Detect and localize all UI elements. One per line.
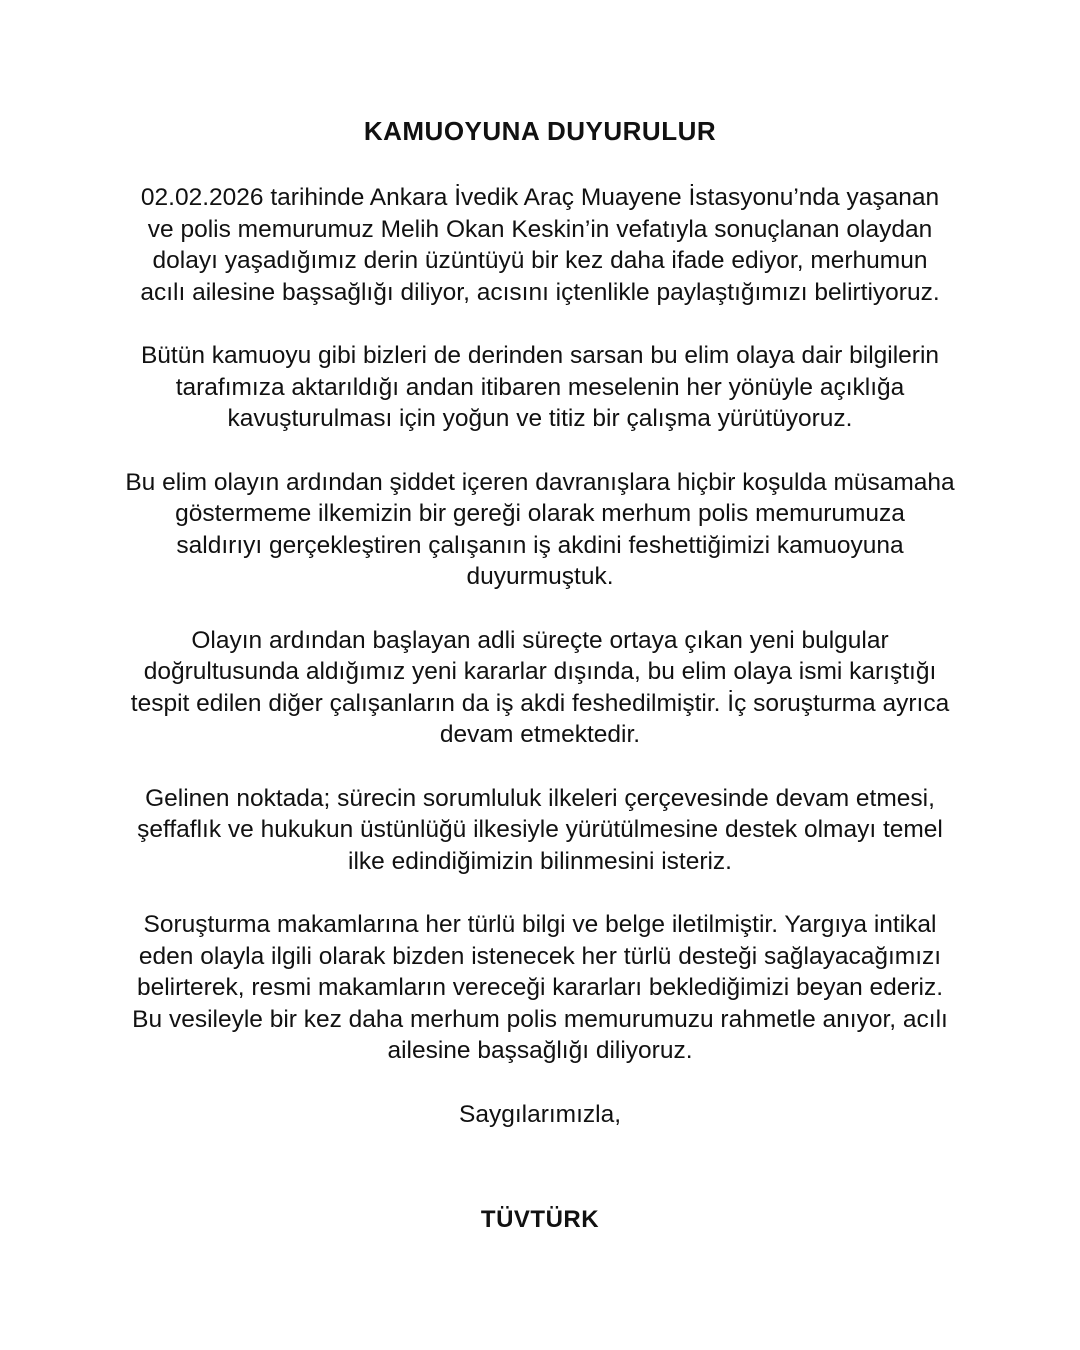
paragraph-line: şeffaflık ve hukukun üstünlüğü ilkesiyle yürütülmesine destek olmayı temel	[137, 816, 943, 843]
paragraph-line: tarafımıza aktarıldığı andan itibaren meselenin her yönüyle açıklığa	[175, 373, 905, 401]
paragraph-5	[50, 783, 1030, 878]
paragraph-line: devam etmektedir.	[439, 721, 641, 748]
signature-company: TÜVTÜRK	[480, 1206, 600, 1233]
paragraph-2	[50, 340, 1030, 435]
paragraph-line: Olayın ardından başlayan adli süreçte ortaya çıkan yeni bulgular	[191, 626, 889, 654]
paragraph-line: ailesine başsağlığı diliyoruz.	[387, 1037, 693, 1064]
paragraph-line: acılı ailesine başsağlığı diliyor, acısını içtenlikle paylaştığımızı belirtiyoruz.	[140, 278, 940, 306]
paragraph-line: doğrultusunda aldığımız yeni kararlar dışında, bu elim olaya ismi karıştığı	[143, 658, 937, 685]
paragraph-4	[50, 625, 1030, 751]
document-title: KAMUOYUNA DUYURULUR	[363, 116, 717, 146]
closing-salutation: Saygılarımızla,	[458, 1100, 622, 1128]
paragraph-line: Bu elim olayın ardından şiddet içeren davranışlara hiçbir koşulda müsamaha	[125, 468, 955, 496]
paragraph-line: duyurmuştuk.	[466, 563, 614, 590]
paragraph-line: belirterek, resmi makamların vereceği kararları beklediğimizi beyan ederiz.	[136, 974, 944, 1001]
paragraph-line: kavuşturulması için yoğun ve titiz bir çalışma yürütüyoruz.	[227, 405, 853, 432]
paragraph-line: Bütün kamuoyu gibi bizleri de derinden sarsan bu elim olaya dair bilgilerin	[140, 342, 940, 369]
paragraph-line: Bu vesileyle bir kez daha merhum polis memurumuzu rahmetle anıyor, acılı	[132, 1005, 948, 1033]
paragraph-6	[50, 909, 1030, 1067]
paragraph-line: Soruşturma makamlarına her türlü bilgi ve belge iletilmiştir. Yargıya intikal	[143, 911, 937, 938]
paragraph-line: Gelinen noktada; sürecin sorumluluk ilkeleri çerçevesinde devam etmesi,	[145, 784, 935, 812]
paragraph-line: saldırıyı gerçekleştiren çalışanın iş akdini feshettiğimizi kamuoyuna	[176, 531, 904, 559]
paragraph-3	[50, 467, 1030, 593]
paragraph-1	[50, 182, 1030, 308]
paragraph-line: dolayı yaşadığımız derin üzüntüyü bir kez daha ifade ediyor, merhumun	[152, 247, 928, 274]
paragraph-line: tespit edilen diğer çalışanların da iş akdi feshedilmiştir. İç soruşturma ayrıca	[130, 689, 950, 717]
paragraph-line: eden olayla ilgili olarak bizden istenecek her türlü desteği sağlayacağımızı	[138, 942, 942, 970]
paragraph-line: 02.02.2026 tarihinde Ankara İvedik Araç Muayene İstasyonu’nda yaşanan	[140, 184, 940, 211]
paragraph-line: göstermeme ilkemizin bir gereği olarak merhum polis memurumuza	[175, 500, 905, 527]
paragraph-line: ilke edindiğimizin bilinmesini isteriz.	[348, 847, 732, 875]
paragraph-line: ve polis memurumuz Melih Okan Keskin’in vefatıyla sonuçlanan olaydan	[147, 215, 933, 243]
